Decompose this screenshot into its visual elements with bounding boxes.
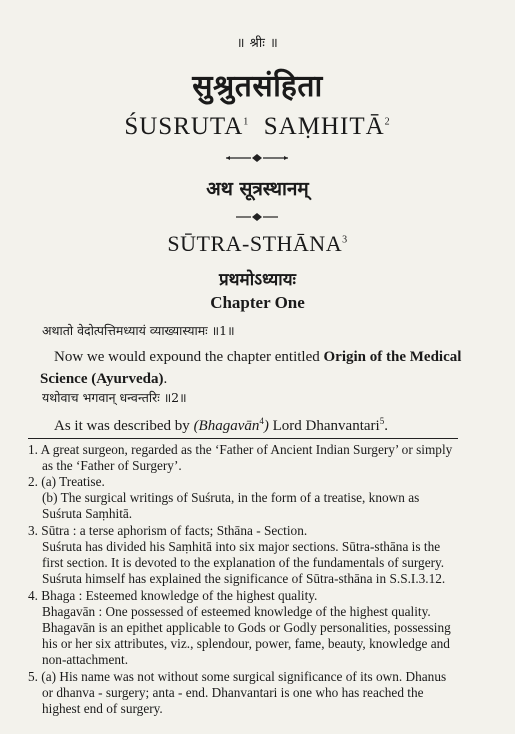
footnote-line: highest end of surgery. xyxy=(42,701,163,716)
footnote-divider xyxy=(28,438,458,439)
footnote-line: 3. Sūtra : a terse aphorism of facts; Sthāna - Section. xyxy=(28,523,308,538)
page-title xyxy=(0,113,515,141)
footnote-ref-3: 3 xyxy=(342,234,348,246)
paragraph-2 xyxy=(40,410,488,437)
title-main: ŚUSRUTA xyxy=(124,113,244,140)
footnote-line: Suśruta Saṃhitā. xyxy=(42,506,133,521)
footnote-line: Bhagavān : One possessed of esteemed knowledge of the highest quality. xyxy=(42,604,431,619)
bold-phrase: Origin of the Medical Science (Ayurveda) xyxy=(40,349,462,387)
footnote-line: or dhanva - surgery; anta - end. Dhanvantari is one who has reached the xyxy=(42,685,424,700)
footnote-line: 2. (a) Treatise. xyxy=(28,474,105,489)
devanagari-section: अथ सूत्रस्थानम् xyxy=(206,178,309,200)
italic-phrase: ) xyxy=(263,418,269,434)
footnote-line: Suśruta himself has explained the significance of Sūtra-sthāna in S.S.I.3.12. xyxy=(42,571,446,586)
chapter-title: Chapter One xyxy=(210,293,305,312)
devanagari-chapter: प्रथमोऽध्यायः xyxy=(219,270,296,290)
ornament-divider xyxy=(222,212,292,222)
footnote-line: his or her six attributes, viz., splendour, power, fame, beauty, knowledge and xyxy=(42,636,450,651)
italic-phrase: (Bhagavān xyxy=(193,418,260,434)
paragraph-text: Now we would expound the chapter entitled xyxy=(54,349,324,365)
footnote-line: 5. (a) His name was not without some surgical significance of its own. Dhanus xyxy=(28,669,447,684)
footnote-line: (b) The surgical writings of Suśruta, in the form of a treatise, known as xyxy=(42,490,420,505)
footnote-line: as the ‘Father of Surgery’. xyxy=(42,458,182,473)
paragraph-text: . xyxy=(163,371,168,387)
invocation: ॥ श्रीः ॥ xyxy=(236,36,279,51)
footnote-ref-5: 5 xyxy=(379,416,385,426)
section-label: SŪTRA-STHĀNA xyxy=(167,231,343,256)
sanskrit-verse-1: अथातो वेदोत्पत्तिमध्यायं व्याख्यास्यामः ॥1॥ xyxy=(42,323,235,338)
footnote-line: Suśruta has divided his Saṃhitā into six major sections. Sūtra-sthāna is the xyxy=(42,539,441,554)
footnote-ref-4: 4 xyxy=(259,416,264,426)
paragraph-text: As it was described by xyxy=(54,418,194,434)
footnote-line: non-attachment. xyxy=(42,652,129,667)
footnote-ref-1: 1 xyxy=(243,116,250,128)
paragraph-text: . xyxy=(384,418,388,434)
devanagari-title: सुश्रुतसंहिता xyxy=(192,69,323,104)
paragraph-1 xyxy=(40,346,488,390)
footnote-ref-2: 2 xyxy=(384,116,391,128)
section-title xyxy=(0,231,515,257)
title-second: SAṂHITĀ xyxy=(263,113,385,140)
footnote-line: first section. It is devoted to the explanation of the fundamentals of surgery. xyxy=(42,555,445,570)
sanskrit-verse-2: यथोवाच भगवान् धन्वन्तरिः ॥2॥ xyxy=(42,390,187,405)
paragraph-text: Lord Dhanvantari xyxy=(268,418,380,434)
footnote-line: Bhagavān is an epithet applicable to Gods or Godly personalities, possessing xyxy=(42,620,451,635)
footnote-line: 1. A great surgeon, regarded as the ‘Father of Ancient Indian Surgery’ or simply xyxy=(28,442,453,457)
footnote-line: 4. Bhaga : Esteemed knowledge of the highest quality. xyxy=(28,588,318,603)
ornament-divider xyxy=(222,153,292,163)
